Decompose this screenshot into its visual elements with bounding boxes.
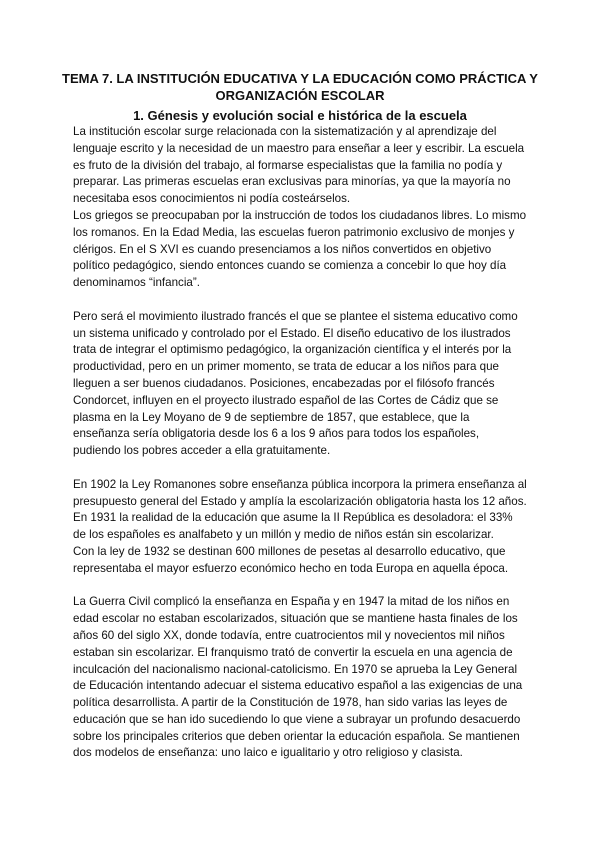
paragraph-spacer bbox=[73, 460, 527, 477]
document-title: TEMA 7. LA INSTITUCIÓN EDUCATIVA Y LA EDUCACIÓN COMO PRÁCTICA Y ORGANIZACIÓN ESCOLAR bbox=[62, 71, 538, 103]
document-body bbox=[73, 124, 527, 762]
paragraph-origin-of-school: La institución escolar surge relacionada con la sistematización y al aprendizaje del lenguaje escrito y la necesidad de un maestro para enseñar a leer y escribir. La escuela es fruto de la división del trabajo, al formarse especialistas que la familia no podía y preparar. Las primeras escuelas eran exclusivas para minorías, ya que la mayoría no necesitaba esos conocimientos ni podía costeárselos. bbox=[73, 125, 525, 206]
paragraph-ancient-to-xvi: Los griegos se preocupaban por la instrucción de todos los ciudadanos libres. Lo mismo los romanos. En la Edad Media, las escuelas fueron patrimonio exclusivo de monjes y clérigos. En el S XVI es cuando presenciamos a los niños convertidos en objetivo político pedagógico, siendo entonces cuando se comienza a concebir lo que hoy día denominamos “infancia”. bbox=[73, 208, 527, 290]
paragraph-civil-war-onward: La Guerra Civil complicó la enseñanza en España y en 1947 la mitad de los niños en edad escolar no estaban escolarizados, situación que se mantiene hasta finales de los años 60 del siglo XX, donde todavía, entre cuatrocientos mil y novecientos mil niños estaban sin escolarizar. El franquismo trató de convertir la escuela en una agencia de inculcación del nacionalismo nacional-catolicismo. En 1970 se aprueba la Ley General de Educación intentando adecuar el sistema educativo español a las exigencias de una política desarrollista. A partir de la Constitución de 1978, han sido varias las leyes de educación que se han ido sucediendo lo que viene a subrayar un profundo desacuerdo sobre los principales criterios que deben orientar la educación española. Se mantienen dos modelos de enseñanza: uno laico e igualitario y otro religioso y clasista. bbox=[73, 595, 523, 760]
paragraph-1932-law: Con la ley de 1932 se destinan 600 millones de pesetas al desarrollo educativo, que representaba el mayor esfuerzo económico hecho en toda Europa en aquella época. bbox=[73, 544, 509, 575]
paragraph-spacer bbox=[73, 578, 527, 595]
section-heading: 1. Génesis y evolución social e histórica de la escuela bbox=[133, 108, 467, 123]
paragraph-spacer bbox=[73, 292, 527, 309]
paragraph-1902-1931: En 1902 la Ley Romanones sobre enseñanza pública incorpora la primera enseñanza al presupuesto general del Estado y amplía la escolarización obligatoria hasta los 12 años. En 1931 la realidad de la educación que asume la II República es desoladora: el 33% de los españoles es analfabeto y un millón y medio de niños están sin escolarizar. bbox=[73, 477, 527, 542]
paragraph-enlightenment: Pero será el movimiento ilustrado francés el que se plantee el sistema educativo como un sistema unificado y controlado por el Estado. El diseño educativo de los ilustrados trata de integrar el optimismo pedagógico, la organización científica y el interés por la productividad, pero en un primer momento, se trata de educar a los niños para que lleguen a ser buenos ciudadanos. Posiciones, encabezadas por el filósofo francés Condorcet, influyen en el proyecto ilustrado español de las Cortes de Cádiz que se plasma en la Ley Moyano de 9 de septiembre de 1857, que establece, que la enseñanza sería obligatoria desde los 6 a los 9 años para todos los españoles, pudiendo los pobres acceder a ella gratuitamente. bbox=[73, 309, 518, 458]
